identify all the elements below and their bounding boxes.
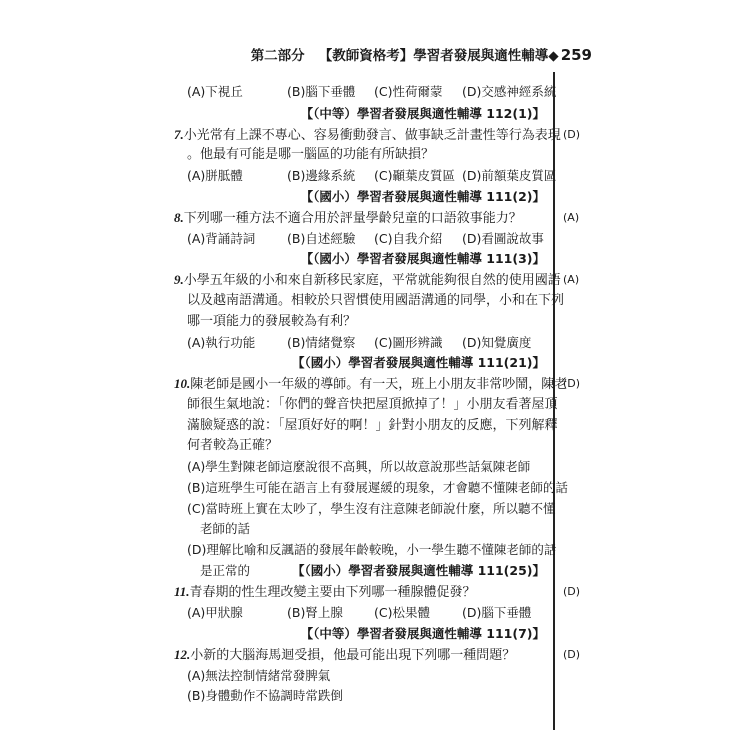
q11-number: 11. — [174, 584, 190, 599]
q10-option-c-line-1: (C)當時班上實在太吵了，學生沒有注意陳老師說什麼，所以聽不懂 — [187, 501, 556, 516]
q7-source: 【（國小）學習者發展與適性輔導 111(2)】 — [300, 189, 545, 204]
q7-option-b: (B)邊緣系統 — [287, 168, 356, 183]
page-number: 259 — [560, 46, 592, 64]
q7-number: 7. — [174, 127, 184, 142]
q8-option-a: (A)背誦詩詞 — [187, 231, 256, 246]
q10-number: 10. — [174, 376, 191, 391]
q12-answer: (D) — [563, 648, 581, 661]
q10-option-c-line-2: 老師的話 — [200, 521, 251, 536]
q9-option-c: (C)圖形辨識 — [374, 335, 443, 350]
q6-option-a: (A)下視丘 — [187, 84, 243, 99]
q9-stem — [174, 270, 561, 291]
q8-stem — [174, 208, 522, 229]
q10-stem — [174, 374, 567, 395]
q9-line-3: 哪一項能力的發展較為有利？ — [187, 314, 357, 329]
q6-source: 【（中等）學習者發展與適性輔導 112(1)】 — [300, 106, 545, 121]
q10-line-1: 陳老師是國小一年級的導師。有一天，班上小朋友非常吵鬧，陳老 — [190, 377, 568, 392]
q8-line-1: 下列哪一種方法不適合用於評量學齡兒童的口語敘事能力？ — [183, 211, 522, 226]
q10-answer: (D) — [563, 377, 581, 390]
q9-line-2: 以及越南語溝通。相較於只習慣使用國語溝通的同學，小和在下列 — [187, 293, 565, 308]
q10-option-b: (B)這班學生可能在語言上有發展遲緩的現象，才會聽不懂陳老師的話 — [187, 480, 568, 495]
q9-option-d: (D)知覺廣度 — [462, 335, 532, 350]
q12-option-a: (A)無法控制情緒常發脾氣 — [187, 668, 331, 683]
q12-option-b: (B)身體動作不協調時常跌倒 — [187, 688, 343, 703]
q9-option-a: (A)執行功能 — [187, 335, 256, 350]
q11-line-1: 青春期的性生理改變主要由下列哪一種腺體促發？ — [189, 585, 476, 600]
q7-answer: (D) — [563, 128, 581, 141]
q11-answer: (D) — [563, 585, 581, 598]
q10-option-a: (A)學生對陳老師這麼說很不高興，所以故意說那些話氣陳老師 — [187, 459, 531, 474]
q9-answer: (A) — [563, 273, 580, 286]
q12-number: 12. — [174, 647, 191, 662]
q7-option-a: (A)胼胝體 — [187, 168, 243, 183]
q10-line-3: 滿臉疑惑的說：「屋頂好好的啊！」針對小朋友的反應，下列解釋 — [187, 418, 558, 433]
q10-option-d-line-1: (D)理解比喻和反諷語的發展年齡較晚，小一學生聽不懂陳老師的話 — [187, 542, 557, 557]
q8-answer: (A) — [563, 211, 580, 224]
q9-source: 【（國小）學習者發展與適性輔導 111(21)】 — [291, 355, 545, 370]
page-header — [0, 44, 592, 64]
q7-option-d: (D)前額葉皮質區 — [462, 168, 557, 183]
q10-source: 【（國小）學習者發展與適性輔導 111(25)】 — [291, 563, 545, 578]
q11-stem — [174, 582, 476, 603]
q8-source: 【（國小）學習者發展與適性輔導 111(3)】 — [300, 251, 545, 266]
q7-stem — [174, 125, 561, 146]
q10-option-d-line-2: 是正常的 — [200, 563, 251, 578]
q8-number: 8. — [174, 210, 184, 225]
q9-line-1: 小學五年級的小和來自新移民家庭，平常就能夠很自然的使用國語 — [183, 273, 561, 288]
q6-option-d: (D)交感神經系統 — [462, 84, 557, 99]
q7-line-2: 。他最有可能是哪一腦區的功能有所缺損？ — [187, 147, 435, 162]
q11-source: 【（中等）學習者發展與適性輔導 111(7)】 — [300, 626, 545, 641]
q8-option-c: (C)自我介紹 — [374, 231, 443, 246]
section-title: 【教師資格考】學習者發展與適性輔導 — [318, 48, 549, 64]
q8-option-d: (D)看圖說故事 — [462, 231, 544, 246]
q6-option-c: (C)性荷爾蒙 — [374, 84, 443, 99]
q7-line-1: 小光常有上課不專心、容易衝動發言、做事缺乏計畫性等行為表現 — [183, 128, 561, 143]
q10-line-2: 師很生氣地說：「你們的聲音快把屋頂掀掉了！」小朋友看著屋頂 — [187, 397, 558, 412]
q11-option-a: (A)甲狀腺 — [187, 605, 243, 620]
diamond-icon: ◆ — [548, 48, 559, 64]
q7-option-c: (C)顳葉皮質區 — [374, 168, 455, 183]
q11-option-c: (C)松果體 — [374, 605, 430, 620]
q11-option-b: (B)腎上腺 — [287, 605, 343, 620]
q9-number: 9. — [174, 272, 184, 287]
q12-stem — [174, 645, 515, 666]
q11-option-d: (D)腦下垂體 — [462, 605, 532, 620]
q8-option-b: (B)自述經驗 — [287, 231, 356, 246]
q10-line-4: 何者較為正確？ — [187, 438, 279, 453]
q6-option-b: (B)腦下垂體 — [287, 84, 356, 99]
part-label: 第二部分 — [250, 48, 305, 64]
q12-line-1: 小新的大腦海馬迴受損，他最可能出現下列哪一種問題？ — [190, 648, 516, 663]
q9-option-b: (B)情緒覺察 — [287, 335, 356, 350]
